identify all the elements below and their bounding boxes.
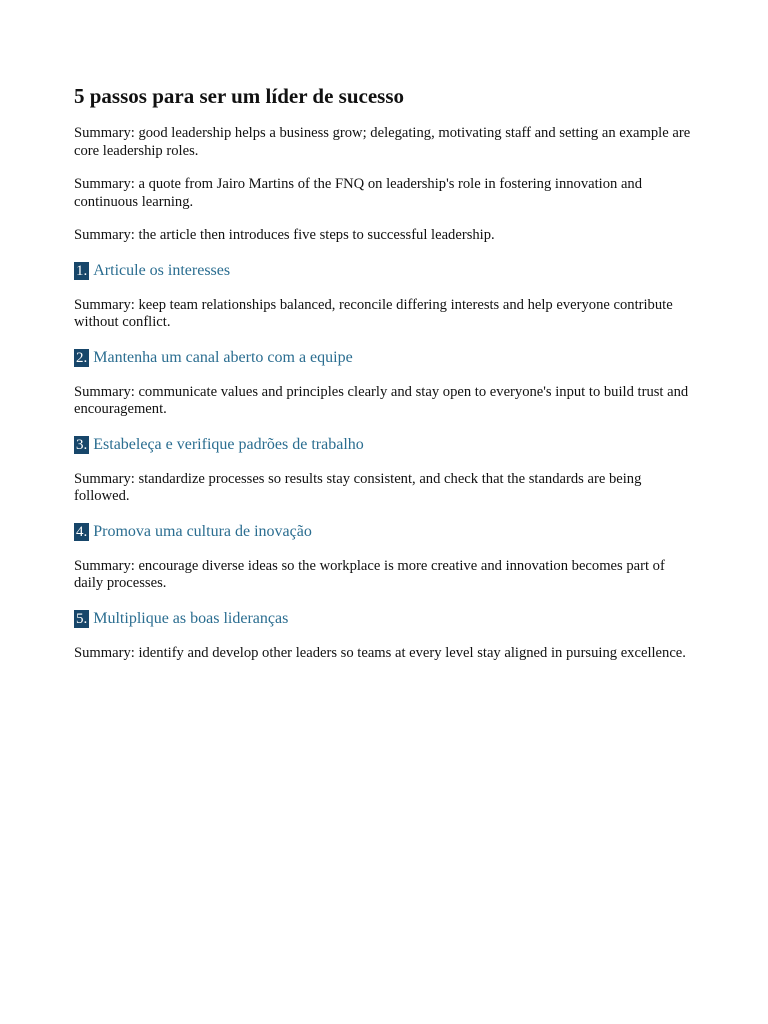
- section-body: Summary: standardize processes so results stay consistent, and check that the standards are being followed.: [74, 470, 642, 505]
- section-body: Summary: keep team relationships balanced, reconcile differing interests and help everyone contribute without conflict.: [74, 296, 673, 331]
- intro-quote-paragraph: Summary: a quote from Jairo Martins of the FNQ on leadership's role in fostering innovation and continuous learning.: [74, 176, 643, 210]
- section-number: 2.: [76, 349, 88, 366]
- section-title: Articule os interesses: [93, 261, 231, 279]
- section-number: 5.: [76, 610, 88, 627]
- section-body: Summary: identify and develop other leaders so teams at every level stay aligned in pursuing excellence.: [74, 644, 686, 661]
- section-number: 3.: [76, 436, 88, 453]
- section-heading-5: [74, 609, 694, 629]
- section-body: Summary: communicate values and principles clearly and stay open to everyone's input to build trust and encouragement.: [74, 383, 689, 418]
- section-number: 4.: [76, 523, 88, 540]
- section-title: Mantenha um canal aberto com a equipe: [93, 348, 353, 366]
- section-heading-2: [74, 348, 694, 368]
- section-heading-1: [74, 261, 694, 281]
- section-title: Multiplique as boas lideranças: [93, 609, 289, 627]
- section-number: 1.: [76, 262, 88, 279]
- intro-lead-paragraph: Summary: the article then introduces five steps to successful leadership.: [74, 227, 495, 244]
- section-heading-3: [74, 435, 694, 455]
- section-title: Promova uma cultura de inovação: [93, 522, 312, 540]
- section-heading-4: [74, 522, 694, 542]
- page-title: 5 passos para ser um líder de sucesso: [74, 84, 405, 108]
- section-title: Estabeleça e verifique padrões de trabalho: [93, 435, 364, 453]
- intro-paragraph: Summary: good leadership helps a business grow; delegating, motivating staff and setting an example are core leadership roles.: [74, 125, 691, 159]
- section-body: Summary: encourage diverse ideas so the workplace is more creative and innovation becomes part of daily processes.: [74, 557, 665, 592]
